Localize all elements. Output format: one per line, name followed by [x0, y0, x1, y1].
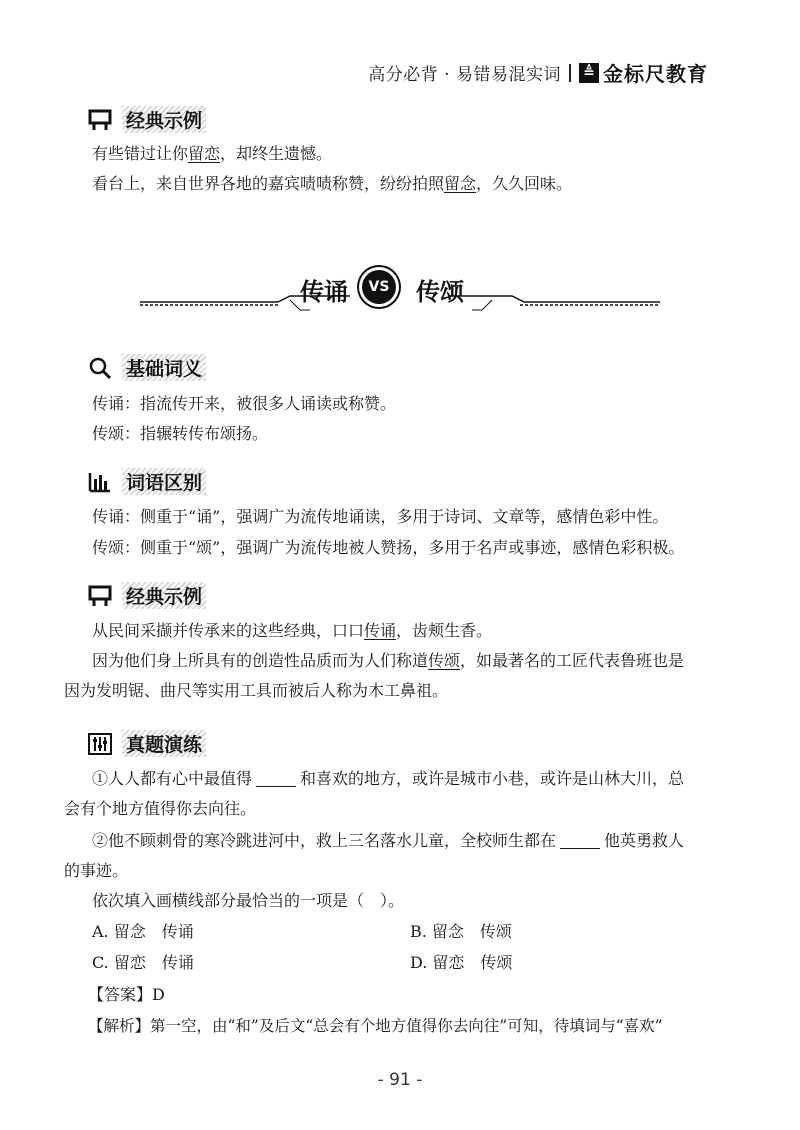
section-title: 经典示例 [122, 582, 206, 609]
vs-left-word: 传诵 [300, 277, 348, 306]
banner-decoration [140, 258, 660, 318]
section-example-1-heading [88, 106, 206, 133]
answer-blank [560, 834, 600, 849]
vs-badge: VS [362, 270, 396, 304]
question-2-line-1: ②他不顾刺骨的寒冷跳进河中，救上三名落水儿童，全校师生都在 他英勇救人 [92, 831, 685, 850]
board-icon [88, 109, 112, 131]
section-title: 基础词义 [122, 354, 206, 381]
option-a: A. 留念 传诵 [92, 922, 194, 941]
sliders-icon [88, 733, 112, 755]
question-2-line-2: 的事迹。 [64, 861, 129, 880]
basic-line-1: 传诵：指流传开来，被很多人诵读或称赞。 [92, 394, 397, 413]
option-b: B. 留念 传颂 [410, 922, 512, 941]
board-icon [88, 585, 112, 607]
option-d: D. 留恋 传颂 [410, 953, 513, 972]
section-title: 词语区别 [122, 468, 206, 495]
question-1-line-2: 会有个地方值得你去向往。 [64, 799, 257, 818]
brand-logo [579, 58, 708, 87]
page-header [368, 58, 708, 87]
basic-line-2: 传颂：指辗转传布颂扬。 [92, 424, 269, 443]
question-prompt: 依次填入画横线部分最恰当的一项是（ ）。 [92, 891, 405, 910]
section-title: 经典示例 [122, 106, 206, 133]
page-number: - 91 - [377, 1070, 423, 1090]
example-2-line-1: 从民间采撷并传承来的这些经典，口口传诵，齿颊生香。 [92, 621, 493, 640]
header-divider [569, 64, 571, 82]
example-2-line-2: 因为他们身上所具有的创造性品质而为人们称道传颂，如最著名的工匠代表鲁班也是 [92, 651, 685, 670]
brand-name: 金标尺教育 [603, 62, 708, 86]
diff-line-1: 传诵：侧重于“诵”，强调广为流传地诵读，多用于诗词、文章等，感情色彩中性。 [92, 507, 669, 526]
answer-blank [256, 772, 296, 787]
example-1-line-2: 看台上，来自世界各地的嘉宾啧啧称赞，纷纷拍照留念，久久回味。 [92, 174, 573, 193]
example-1-line-1: 有些错过让你留恋，却终生遗憾。 [92, 144, 333, 163]
diff-line-2: 传颂：侧重于“颂”，强调广为流传地被人赞扬，多用于名声或事迹，感情色彩积极。 [92, 538, 685, 557]
section-diff-heading [88, 468, 206, 495]
section-example-2-heading [88, 582, 206, 609]
header-tagline: 高分必背 · 易错易混实词 [368, 65, 561, 85]
section-title: 真题演练 [122, 730, 206, 757]
analysis-line: 【解析】第一空，由“和”及后文“总会有个地方值得你去向往”可知，待填词与“喜欢” [88, 1017, 663, 1035]
example-2-line-3: 因为发明锯、曲尺等实用工具而被后人称为木工鼻祖。 [64, 681, 449, 700]
vs-banner [140, 258, 660, 318]
section-basic-heading [88, 354, 206, 381]
section-practice-heading [88, 730, 206, 757]
question-1-line-1: ①人人都有心中最值得 和喜欢的地方，或许是城市小巷，或许是山林大川，总 [92, 769, 685, 788]
vs-right-word: 传颂 [416, 277, 464, 306]
magnifier-icon [88, 356, 112, 380]
answer-line: 【答案】D [88, 985, 165, 1004]
option-c: C. 留恋 传诵 [92, 953, 194, 972]
bar-chart-icon [88, 471, 112, 493]
brand-mark-icon: ≜ [579, 63, 599, 83]
